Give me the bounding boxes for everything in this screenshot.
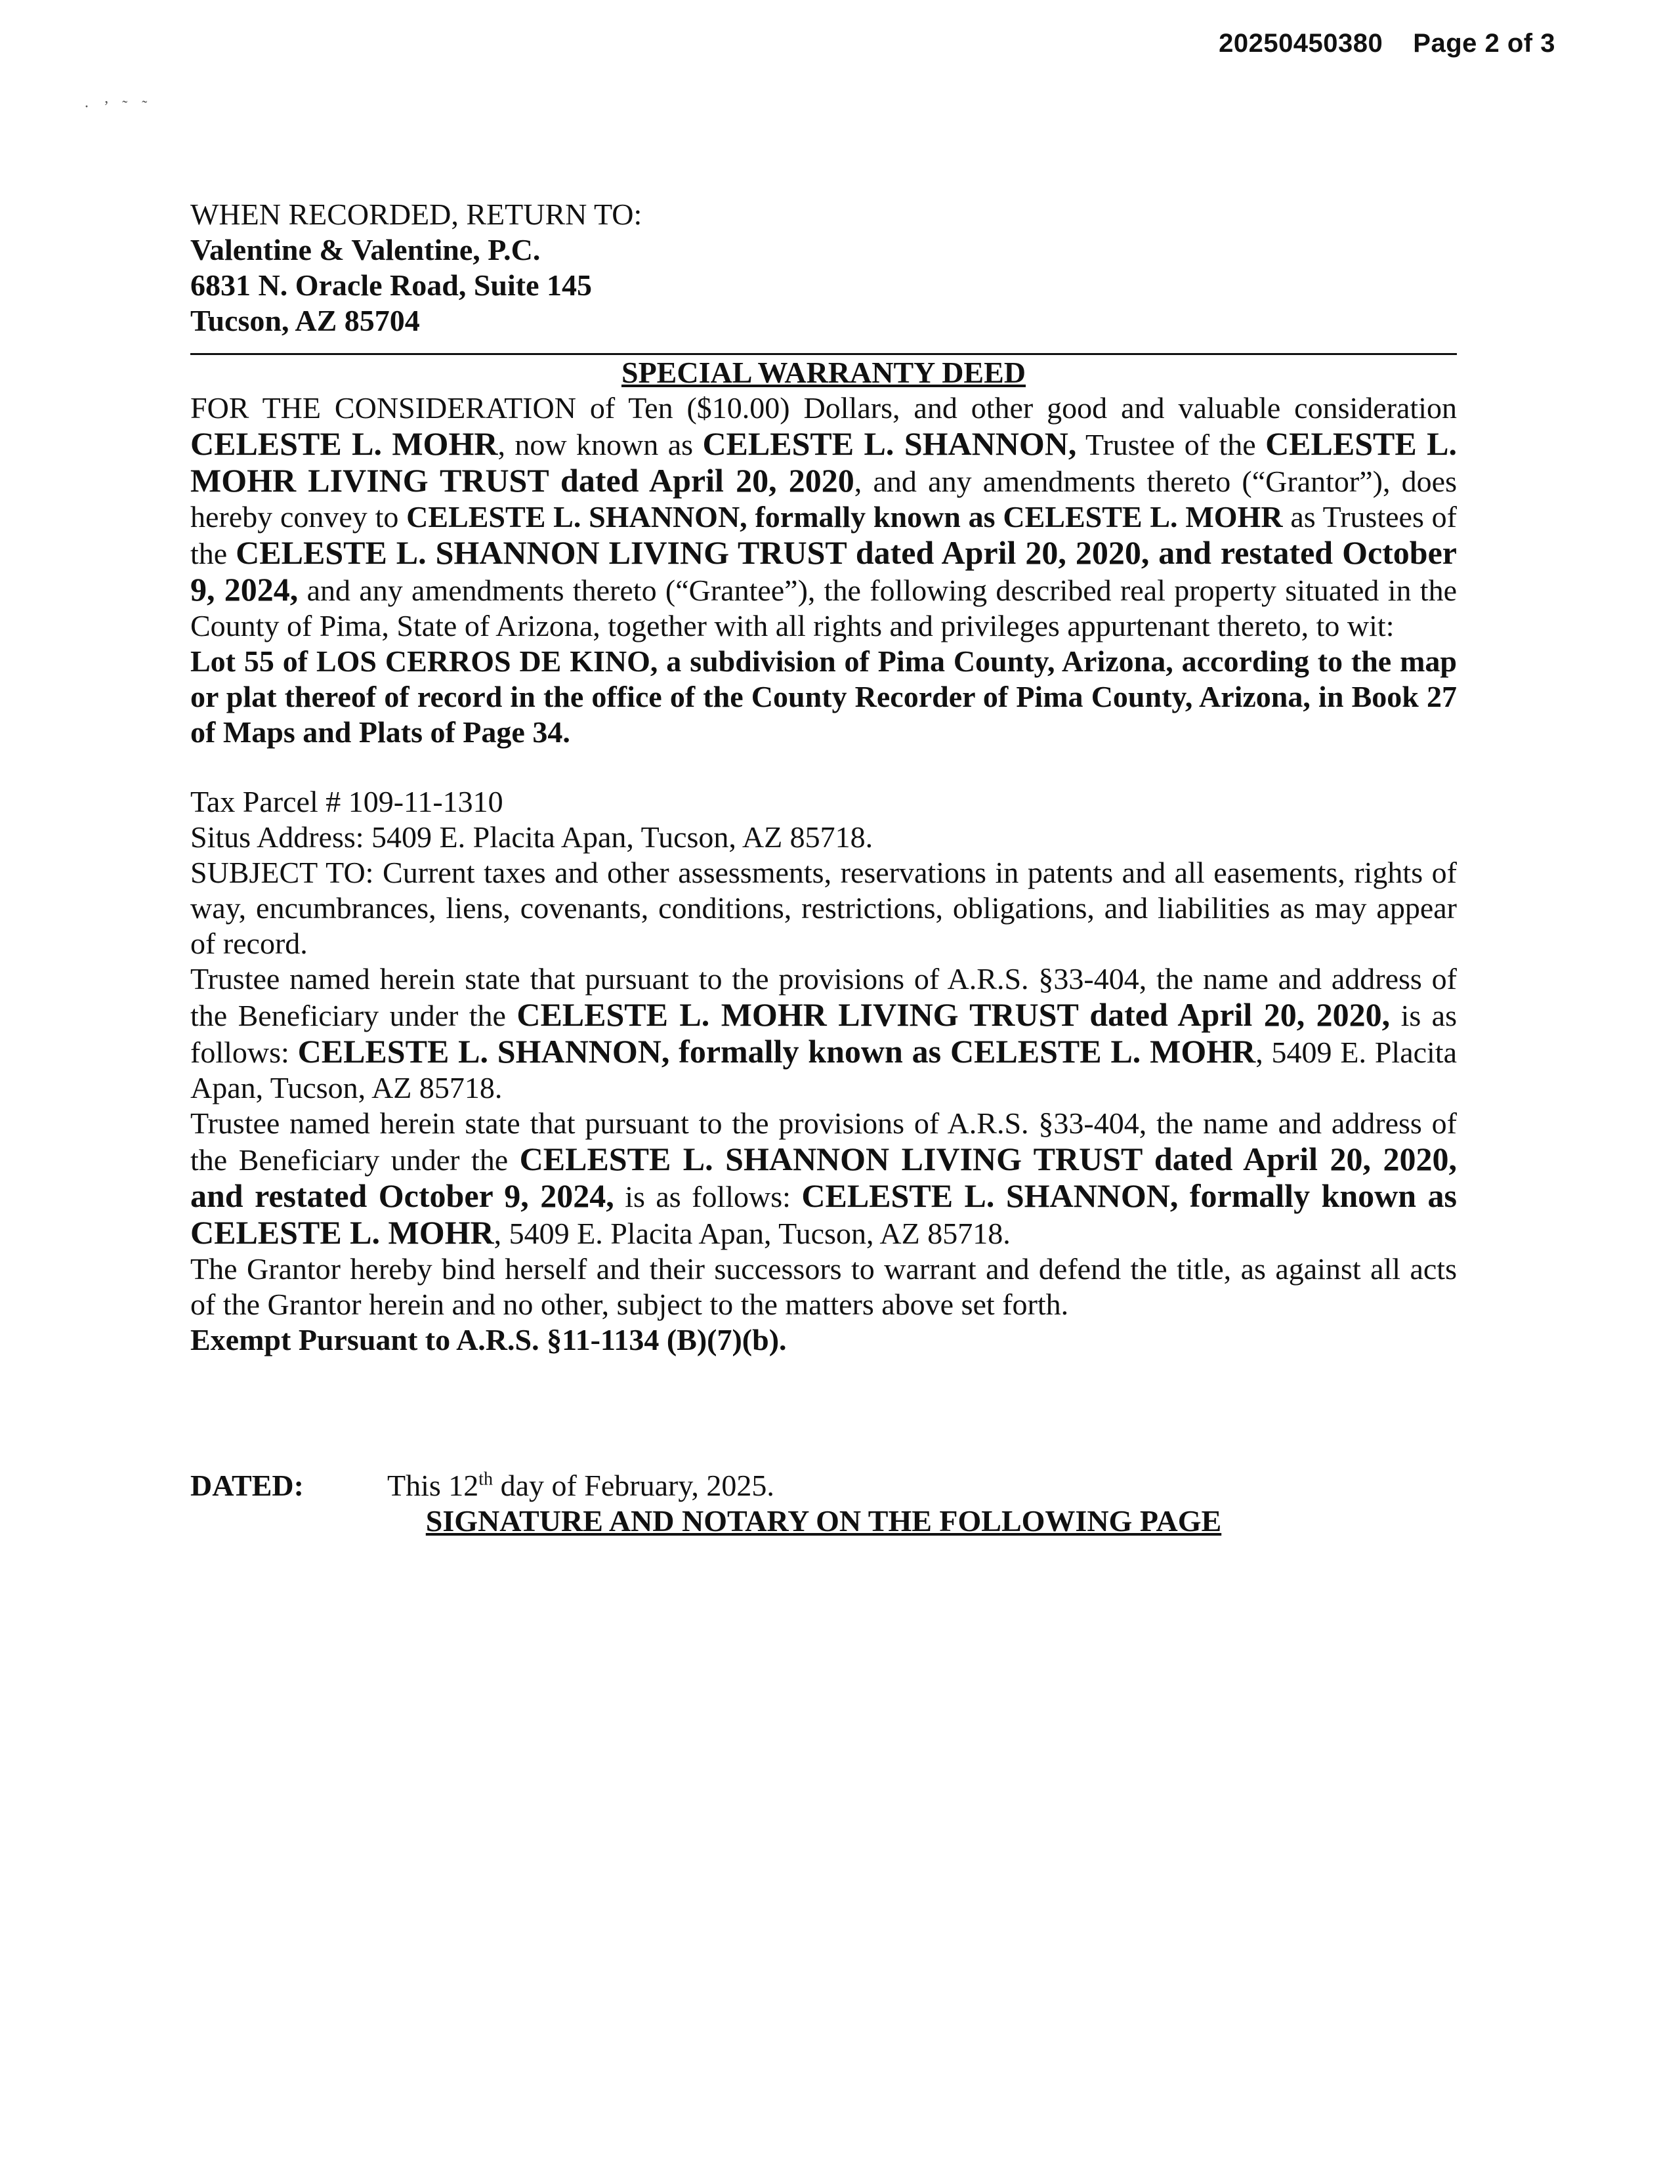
ts2-text-1: Trustee named herein state that pursuant to the provisions of A.R.S. §33-404, the name and address of the Beneficiary under the [190, 1106, 1457, 1177]
conveyance-text-3: Trustee of the [1076, 428, 1266, 461]
conveyance-text-1: FOR THE CONSIDERATION of Ten ($10.00) Dollars, and other good and valuable consideration [190, 391, 1457, 425]
situs-address: Situs Address: 5409 E. Placita Apan, Tucson, AZ 85718. [190, 820, 873, 854]
recording-header [1219, 29, 1555, 58]
recording-number: 20250450380 [1219, 29, 1383, 58]
conveyance-text-5: as Trustees of the [190, 500, 1457, 570]
dated-line [190, 1468, 1457, 1503]
ts2-text-3: , 5409 E. Placita Apan, Tucson, AZ 85718. [494, 1217, 1011, 1250]
conveyance-text-6: and any amendments thereto (“Grantee”), the following described real property situated in the County of Pima, State of Arizona, together with all rights and privileges appurtenant thereto, to wit: [190, 574, 1458, 642]
conveyance-text-2: , now known as [497, 428, 703, 461]
conveyance-bold-5: CELESTE L. SHANNON LIVING TRUST dated April 20, 2020, and restated October 9, 2024, [190, 534, 1458, 608]
return-city: Tucson, AZ 85704 [190, 304, 420, 337]
exemption-statement: Exempt Pursuant to A.R.S. §11-1134 (B)(7)(b). [190, 1323, 787, 1356]
ts2-bold-1: CELESTE L. SHANNON LIVING TRUST dated April 20, 2020, and restated October 9, 2024, [190, 1141, 1457, 1214]
ts1-bold-1: CELESTE L. MOHR LIVING TRUST dated April 20, 2020, [516, 996, 1391, 1033]
ts1-text-1: Trustee named herein state that pursuant to the provisions of A.R.S. §33-404, the name and address of the Beneficiary under the [190, 962, 1457, 1032]
ts1-bold-2: CELESTE L. SHANNON, formally known as CELESTE L. MOHR [297, 1033, 1256, 1070]
return-street: 6831 N. Oracle Road, Suite 145 [190, 268, 593, 302]
scan-artifact-marks: · ’ ˜ ˜ [84, 98, 153, 116]
dated-value [387, 1468, 774, 1503]
document-title: SPECIAL WARRANTY DEED [621, 356, 1026, 389]
ts2-text-2: is as follows: [614, 1180, 802, 1213]
conveyance-text-4: , and any amendments thereto (“Grantor”), does hereby convey to [190, 465, 1457, 534]
ts1-text-3: , 5409 E. Placita Apan, Tucson, AZ 85718. [190, 1036, 1457, 1104]
trustee-statement-1 [190, 961, 1457, 1106]
ts2-bold-2: CELESTE L. SHANNON, formally known as CELESTE L. MOHR [190, 1177, 1457, 1251]
conveyance-bold-3: CELESTE L. MOHR LIVING TRUST dated April 20, 2020 [190, 425, 1458, 499]
return-address-block [190, 197, 1457, 339]
deed-page [190, 197, 1457, 1539]
return-name: Valentine & Valentine, P.C. [190, 233, 541, 266]
conveyance-bold-1: CELESTE L. MOHR [190, 425, 498, 462]
ts1-text-2: is as follows: [190, 999, 1457, 1069]
conveyance-bold-4: CELESTE L. SHANNON, formally known as CELESTE L. MOHR [406, 500, 1283, 534]
conveyance-bold-2: CELESTE L. SHANNON, [702, 425, 1077, 462]
page-info: Page 2 of 3 [1413, 29, 1555, 58]
dated-prefix: This 12 [387, 1469, 479, 1502]
signature-notice: SIGNATURE AND NOTARY ON THE FOLLOWING PAGE [425, 1504, 1222, 1538]
conveyance-paragraph [190, 390, 1457, 644]
tax-parcel: Tax Parcel # 109-11-1310 [190, 785, 503, 818]
dated-label: DATED: [190, 1469, 304, 1502]
parcel-info [190, 784, 1457, 855]
return-label: WHEN RECORDED, RETURN TO: [190, 198, 642, 231]
dated-suffix: day of February, 2025. [493, 1469, 774, 1502]
subject-to-clause: SUBJECT TO: Current taxes and other assessments, reservations in patents and all easements, rights of way, encumbrances, liens, covenants, conditions, restrictions, obligations, and liabilities as may appear of record. [190, 856, 1457, 960]
grantor-warranty: The Grantor hereby bind herself and their successors to warrant and defend the title, as against all acts of the Grantor herein and no other, subject to the matters above set forth. [190, 1252, 1457, 1321]
dated-ordinal: th [478, 1469, 494, 1490]
legal-description: Lot 55 of LOS CERROS DE KINO, a subdivision of Pima County, Arizona, according to the map or plat thereof of record in the office of the County Recorder of Pima County, Arizona, in Book 27 of Maps and Plats of Page 34. [190, 644, 1457, 749]
trustee-statement-2 [190, 1106, 1457, 1251]
